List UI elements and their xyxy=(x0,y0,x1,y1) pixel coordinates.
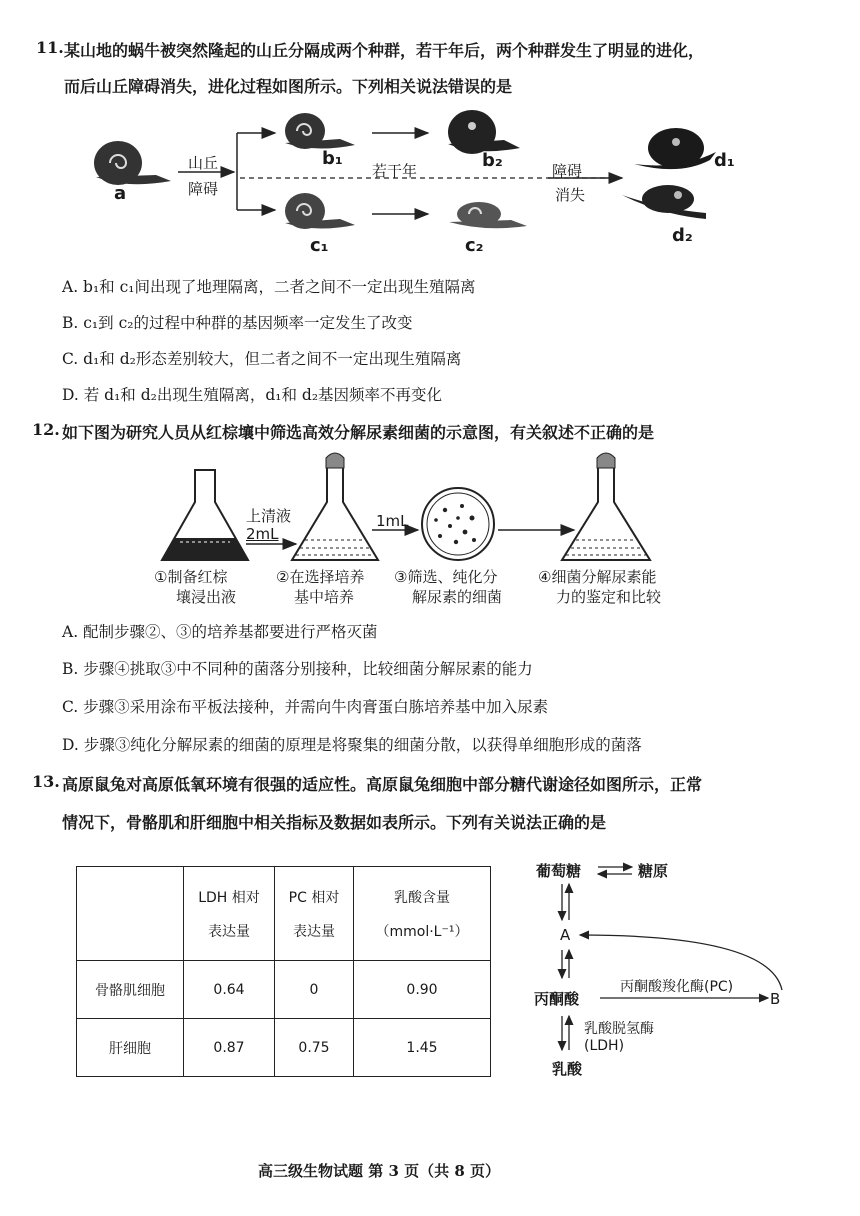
table-row xyxy=(77,961,491,1019)
q12-number: 12. xyxy=(32,420,60,439)
label-a: a xyxy=(114,183,127,204)
table-header-cell xyxy=(275,867,354,961)
node-glucose: 葡萄糖 xyxy=(536,862,582,880)
label-d2: d₂ xyxy=(672,225,693,246)
q11-option-d: D. 若 d₁和 d₂出现生殖隔离，d₁和 d₂基因频率不再变化 xyxy=(62,386,443,404)
snail-evolution-figure xyxy=(0,0,860,270)
header-ldh-1: LDH 相对 xyxy=(198,889,260,906)
label-2ml: 2mL xyxy=(246,525,279,543)
header-lactate-1: 乳酸含量 xyxy=(394,889,450,906)
q12-option-a: A. 配制步骤②、③的培养基都要进行严格灭菌 xyxy=(62,623,378,641)
table-cell: 1.45 xyxy=(354,1019,491,1077)
label-barrier-2: 障碍 xyxy=(188,180,219,198)
q11-number: 11. xyxy=(36,38,64,57)
label-supernatant: 上清液 xyxy=(246,507,292,525)
snail-b1-icon xyxy=(285,113,355,149)
table-cell: 0 xyxy=(275,961,354,1019)
q13-stem-line1: 高原鼠兔对高原低氧环境有很强的适应性。高原鼠兔细胞中部分糖代谢途径如图所示，正常 xyxy=(62,775,703,794)
step2-line1: ②在选择培养 xyxy=(276,568,365,586)
label-c2: c₂ xyxy=(465,235,484,256)
metabolism-table xyxy=(76,866,491,1077)
label-pc-enzyme: 丙酮酸羧化酶(PC) xyxy=(620,979,734,995)
label-years: 若干年 xyxy=(372,162,418,180)
label-ldh-enzyme-2: (LDH) xyxy=(584,1038,625,1054)
snail-d2-icon xyxy=(622,185,706,219)
row-name-cell: 肝细胞 xyxy=(77,1019,184,1077)
step1-line2: 壤浸出液 xyxy=(176,588,237,606)
table-row xyxy=(77,1019,491,1077)
header-pc-2: 表达量 xyxy=(293,923,335,940)
step3-line1: ③筛选、纯化分 xyxy=(394,568,498,586)
label-1ml: 1mL xyxy=(376,512,409,530)
label-disappear-2: 消失 xyxy=(555,186,586,204)
q11-option-b: B. c₁到 c₂的过程中种群的基因频率一定发生了改变 xyxy=(62,314,413,332)
q13-number: 13. xyxy=(32,772,60,791)
pathway-diagram xyxy=(520,850,820,1090)
label-c1: c₁ xyxy=(310,235,329,256)
snail-b2-icon xyxy=(448,110,520,154)
snail-c2-icon xyxy=(449,202,527,228)
header-pc-1: PC 相对 xyxy=(288,889,340,906)
q13-stem-line2: 情况下，骨骼肌和肝细胞中相关指标及数据如表所示。下列有关说法正确的是 xyxy=(62,813,607,832)
table-cell: 0.87 xyxy=(184,1019,275,1077)
label-barrier-1: 山丘 xyxy=(188,154,219,172)
snail-d1-icon xyxy=(634,128,716,169)
table-cell: 0.90 xyxy=(354,961,491,1019)
page-footer: 高三级生物试题 第 3 页（共 8 页） xyxy=(258,1162,500,1180)
label-b2: b₂ xyxy=(482,150,503,171)
table-header-row xyxy=(77,867,491,961)
node-pyruvate: 丙酮酸 xyxy=(534,990,580,1008)
q11-option-c: C. d₁和 d₂形态差别较大，但二者之间不一定出现生殖隔离 xyxy=(62,350,462,368)
table-cell: 0.64 xyxy=(184,961,275,1019)
step4-line2: 力的鉴定和比较 xyxy=(556,588,662,606)
petri-plate-icon xyxy=(422,488,494,560)
q11-option-a: A. b₁和 c₁间出现了地理隔离，二者之间不一定出现生殖隔离 xyxy=(62,278,476,296)
header-lactate-2: （mmol·L⁻¹） xyxy=(375,923,469,940)
flask-1-icon xyxy=(162,470,248,560)
node-glycogen: 糖原 xyxy=(638,862,669,880)
q12-option-b: B. 步骤④挑取③中不同种的菌落分别接种，比较细菌分解尿素的能力 xyxy=(62,660,533,678)
label-b1: b₁ xyxy=(322,148,343,169)
table-header-cell xyxy=(354,867,491,961)
snail-c1-icon xyxy=(285,193,355,229)
step3-line2: 解尿素的细菌 xyxy=(412,588,503,606)
snail-a-icon xyxy=(94,141,171,185)
flask-2-icon xyxy=(292,453,378,560)
node-lactate: 乳酸 xyxy=(552,1060,583,1078)
q11-stem-line1: 某山地的蜗牛被突然隆起的山丘分隔成两个种群，若干年后，两个种群发生了明显的进化， xyxy=(64,41,705,60)
q12-option-c: C. 步骤③采用涂布平板法接种，并需向牛肉膏蛋白胨培养基中加入尿素 xyxy=(62,698,549,716)
label-disappear-1: 障碍 xyxy=(552,162,583,180)
q12-option-d: D. 步骤③纯化分解尿素的细菌的原理是将聚集的细菌分散，以获得单细胞形成的菌落 xyxy=(62,736,642,754)
q11-stem-line2: 而后山丘障碍消失，进化过程如图所示。下列相关说法错误的是 xyxy=(64,77,513,96)
label-ldh-enzyme-1: 乳酸脱氢酶 xyxy=(584,1021,654,1037)
node-a: A xyxy=(560,926,571,944)
table-corner-cell xyxy=(77,867,184,961)
row-name-cell: 骨骼肌细胞 xyxy=(77,961,184,1019)
step1-line1: ①制备红棕 xyxy=(154,568,228,586)
step2-line2: 基中培养 xyxy=(294,588,355,606)
node-b: B xyxy=(770,990,781,1008)
table-header-cell xyxy=(184,867,275,961)
q12-stem-line1: 如下图为研究人员从红棕壤中筛选高效分解尿素细菌的示意图，有关叙述不正确的是 xyxy=(62,423,655,442)
header-ldh-2: 表达量 xyxy=(208,923,250,940)
step4-line1: ④细菌分解尿素能 xyxy=(538,568,657,586)
table-cell: 0.75 xyxy=(275,1019,354,1077)
label-d1: d₁ xyxy=(714,150,735,171)
flask-4-icon xyxy=(562,453,650,560)
